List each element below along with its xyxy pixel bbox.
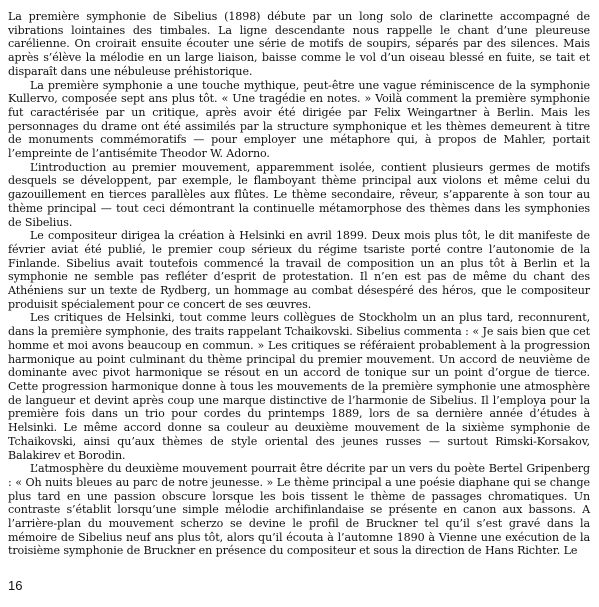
paragraph-first-movement: L’introduction au premier mouvement, apparemment isolée, contient plusieurs germes de motifs desquels se développent, par exemple, le flamboyant thème principal aux violons et même celui du gazouillement en tierces parallèles aux flûtes. Le thème secondaire, rêveur, s’apparente à son tour au thème principal — tout ceci démontrant la continuelle métamorphose des thèmes dans les symphonies de Sibelius.	[8, 160, 590, 229]
paragraph-premiere: Le compositeur dirigea la création à Helsinki en avril 1899. Deux mois plus tôt, le dit manifeste de février aviat été publié, le premier coup sérieux du régime tsariste porté contre l’autonomie de la Finlande. Sibelius avait toutefois commencé la travail de composition un an plus tôt à Berlin et la symphonie ne semble pas refléter d’esprit de protestation. Il n’en est pas de même du chant des Athéniens sur un texte de Rydberg, un hommage au combat désespéré des héros, que le compositeur produisit spécialement pour ce concert de ses œuvres.	[8, 229, 590, 311]
page-number: 16	[8, 578, 23, 593]
paragraph-second-movement: L’atmosphère du deuxième mouvement pourrait être décrite par un vers du poète Bertel Gripenberg : « Oh nuits bleues au parc de notre jeunesse. » Le thème principal a une poésie diaphane qui se change plus tard en une passion obscure lorsque les bois tissent le thème de passages chromatiques. Un contraste s’établit lorsqu’une simple mélodie archifinlandaise se présente en canon aux bassons. A l’arrière-plan du mouvement scherzo se devine le profil de Bruckner tel qu’il s’est gravé dans la mémoire de Sibelius neuf ans plus tôt, alors qu’il écouta à l’automne 1890 à Vienne une exécution de la troisième symphonie de Bruckner en présence du compositeur et sous la direction de Hans Richter. Le	[8, 462, 590, 558]
paragraph-mythic-touch: La première symphonie a une touche mythique, peut-être une vague réminiscence de la symphonie Kullervo, composée sept ans plus tôt. « Une tragédie en notes. » Voilà comment la première symphonie fut caractérisée par un critique, après avoir été dirigée par Felix Weingartner à Berlin. Mais les personnages du drame ont été assimilés par la structure symphonique et les thèmes demeurent à titre de monuments commémoratifs — pour employer une métaphore qui, à propos de Mahler, portait l’empreinte de l’antisémite Theodor W. Adorno.	[8, 78, 590, 161]
article-body	[8, 10, 590, 558]
paragraph-intro: La première symphonie de Sibelius (1898) débute par un long solo de clarinette accompagné de vibrations lointaines des timbales. La ligne descendante nous rappelle le chant d’une pleureuse carélienne. On croirait ensuite écouter une série de motifs de soupirs, séparés par des silences. Mais après s’élève la mélodie en un large liaison, baisse comme le vol d’un oiseau blessé en fuite, se tait et disparaît dans une nébuleuse préhistorique.	[8, 10, 590, 78]
paragraph-critics: Les critiques de Helsinki, tout comme leurs collègues de Stockholm un an plus tard, reconnurent, dans la première symphonie, des traits rappelant Tchaikovski. Sibelius commenta : « Je sais bien que cet homme et moi avons beaucoup en commun. » Les critiques se référaient probablement à la progression harmonique au point culminant du thème principal du premier mouvement. Un accord de neuvième de dominante avec pivot harmonique se résout en un accord de tonique sur un point d’orgue de tierce. Cette progression harmonique donne à tous les mouvements de la première symphonie une atmosphère de langueur et devint après coup une marque distinctive de l’harmonie de Sibelius. Il l’employa pour la première fois dans un trio pour cordes du printemps 1889, lors de sa dernière année d’études à Helsinki. Le même accord donne sa couleur au deuxième mouvement de la sixième symphonie de Tchaikovski, ainsi qu’aux thèmes de style oriental des jeunes russes — surtout Rimski-Korsakov, Balakirev et Borodin.	[8, 311, 590, 462]
